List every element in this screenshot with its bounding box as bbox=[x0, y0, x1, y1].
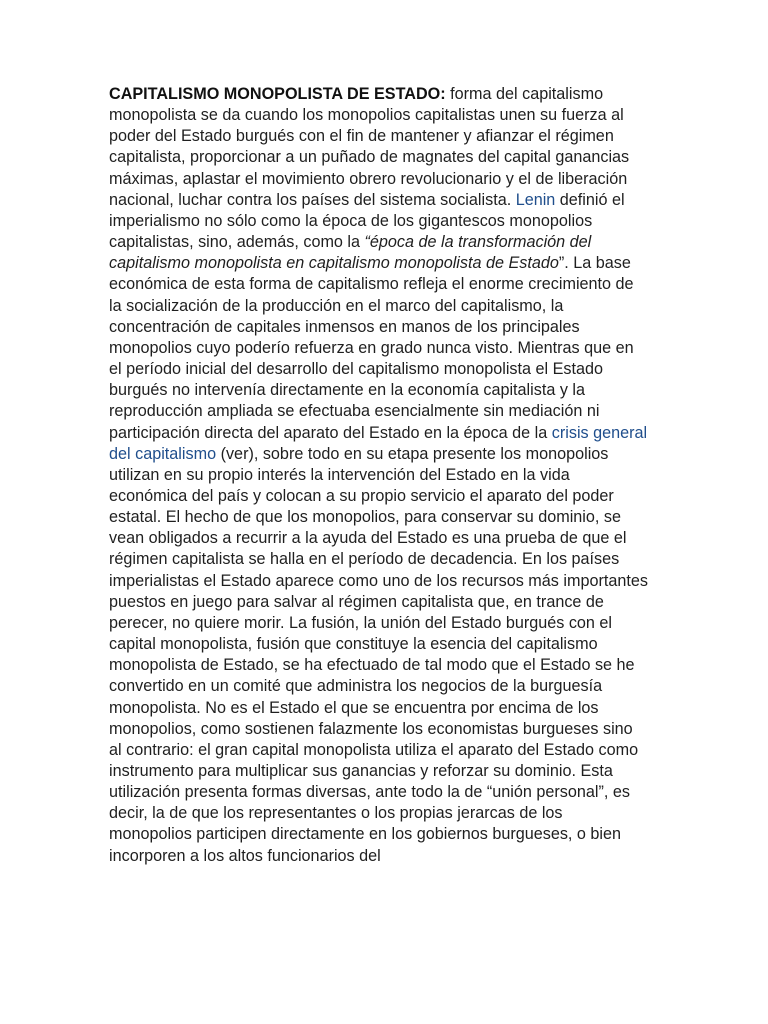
text-segment-3: . La base económica de esta forma de capitalismo refleja el enorme crecimiento de la socialización de la producción en el marco del capitalismo, la concentración de capitales inmensos en manos de los principales monopolios cuyo poderío refuerza en grado nunca visto. Mientras que en el período inicial del desarrollo del capitalismo monopolista el Estado burgués no intervenía directamente en la economía capitalista y la reproducción ampliada se efectuaba esencialmente sin mediación ni participación directa del aparato del Estado en la época de la bbox=[109, 254, 634, 442]
crisis-general-link[interactable]: crisis general del capitalismo bbox=[109, 423, 648, 463]
lenin-quote: “época de la transformación del capitalismo monopolista en capitalismo monopolista de Estado bbox=[109, 233, 592, 273]
body-paragraph bbox=[109, 84, 649, 867]
entry-term: CAPITALISMO MONOPOLISTA DE ESTADO: bbox=[109, 85, 446, 103]
quote-end-mark: ” bbox=[558, 254, 565, 273]
lenin-link[interactable]: Lenin bbox=[515, 190, 556, 209]
text-segment-4: (ver), sobre todo en su etapa presente los monopolios utilizan en su propio interés la intervención del Estado en la vida económica del país y colocan a su propio servicio el aparato del poder estatal. El hecho de que los monopolios, para conservar su dominio, se vean obligados a recurrir a la ayuda del Estado es una prueba de que el régimen capitalista se halla en el período de decadencia. En los países imperialistas el Estado aparece como uno de los recursos más importantes puestos en juego para salvar al régimen capitalista que, en trance de perecer, no quiere morir. La fusión, la unión del Estado burgués con el capital monopolista, fusión que constituye la esencia del capitalismo monopolista de Estado, se ha efectuado de tal modo que el Estado se he convertido en un comité que administra los negocios de la burguesía monopolista. No es el Estado el que se encuentra por encima de los monopolios, como sostienen falazmente los economistas burgueses sino al contrario: el gran capital monopolista utiliza el aparato del Estado como instrumento para multiplicar sus ganancias y reforzar su dominio. Esta utilización presenta formas diversas, ante todo la de “unión personal”, es decir, la de que los representantes o los propias jerarcas de los monopolios participen directamente en los gobiernos burgueses, o bien incorporen a los altos funcionarios del bbox=[109, 444, 648, 865]
text-segment-2: definió el imperialismo no sólo como la época de los gigantescos monopolios capitalistas, sino, además, como la bbox=[109, 190, 625, 252]
text-segment-1: forma del capitalismo monopolista se da cuando los monopolios capitalistas unen su fuerza al poder del Estado burgués con el fin de mantener y afianzar el régimen capitalista, proporcionar a un puñado de magnates del capital ganancias máximas, aplastar el movimiento obrero revolucionario y el de liberación nacional, luchar contra los países del sistema socialista. bbox=[109, 85, 630, 209]
document-page bbox=[109, 84, 649, 867]
